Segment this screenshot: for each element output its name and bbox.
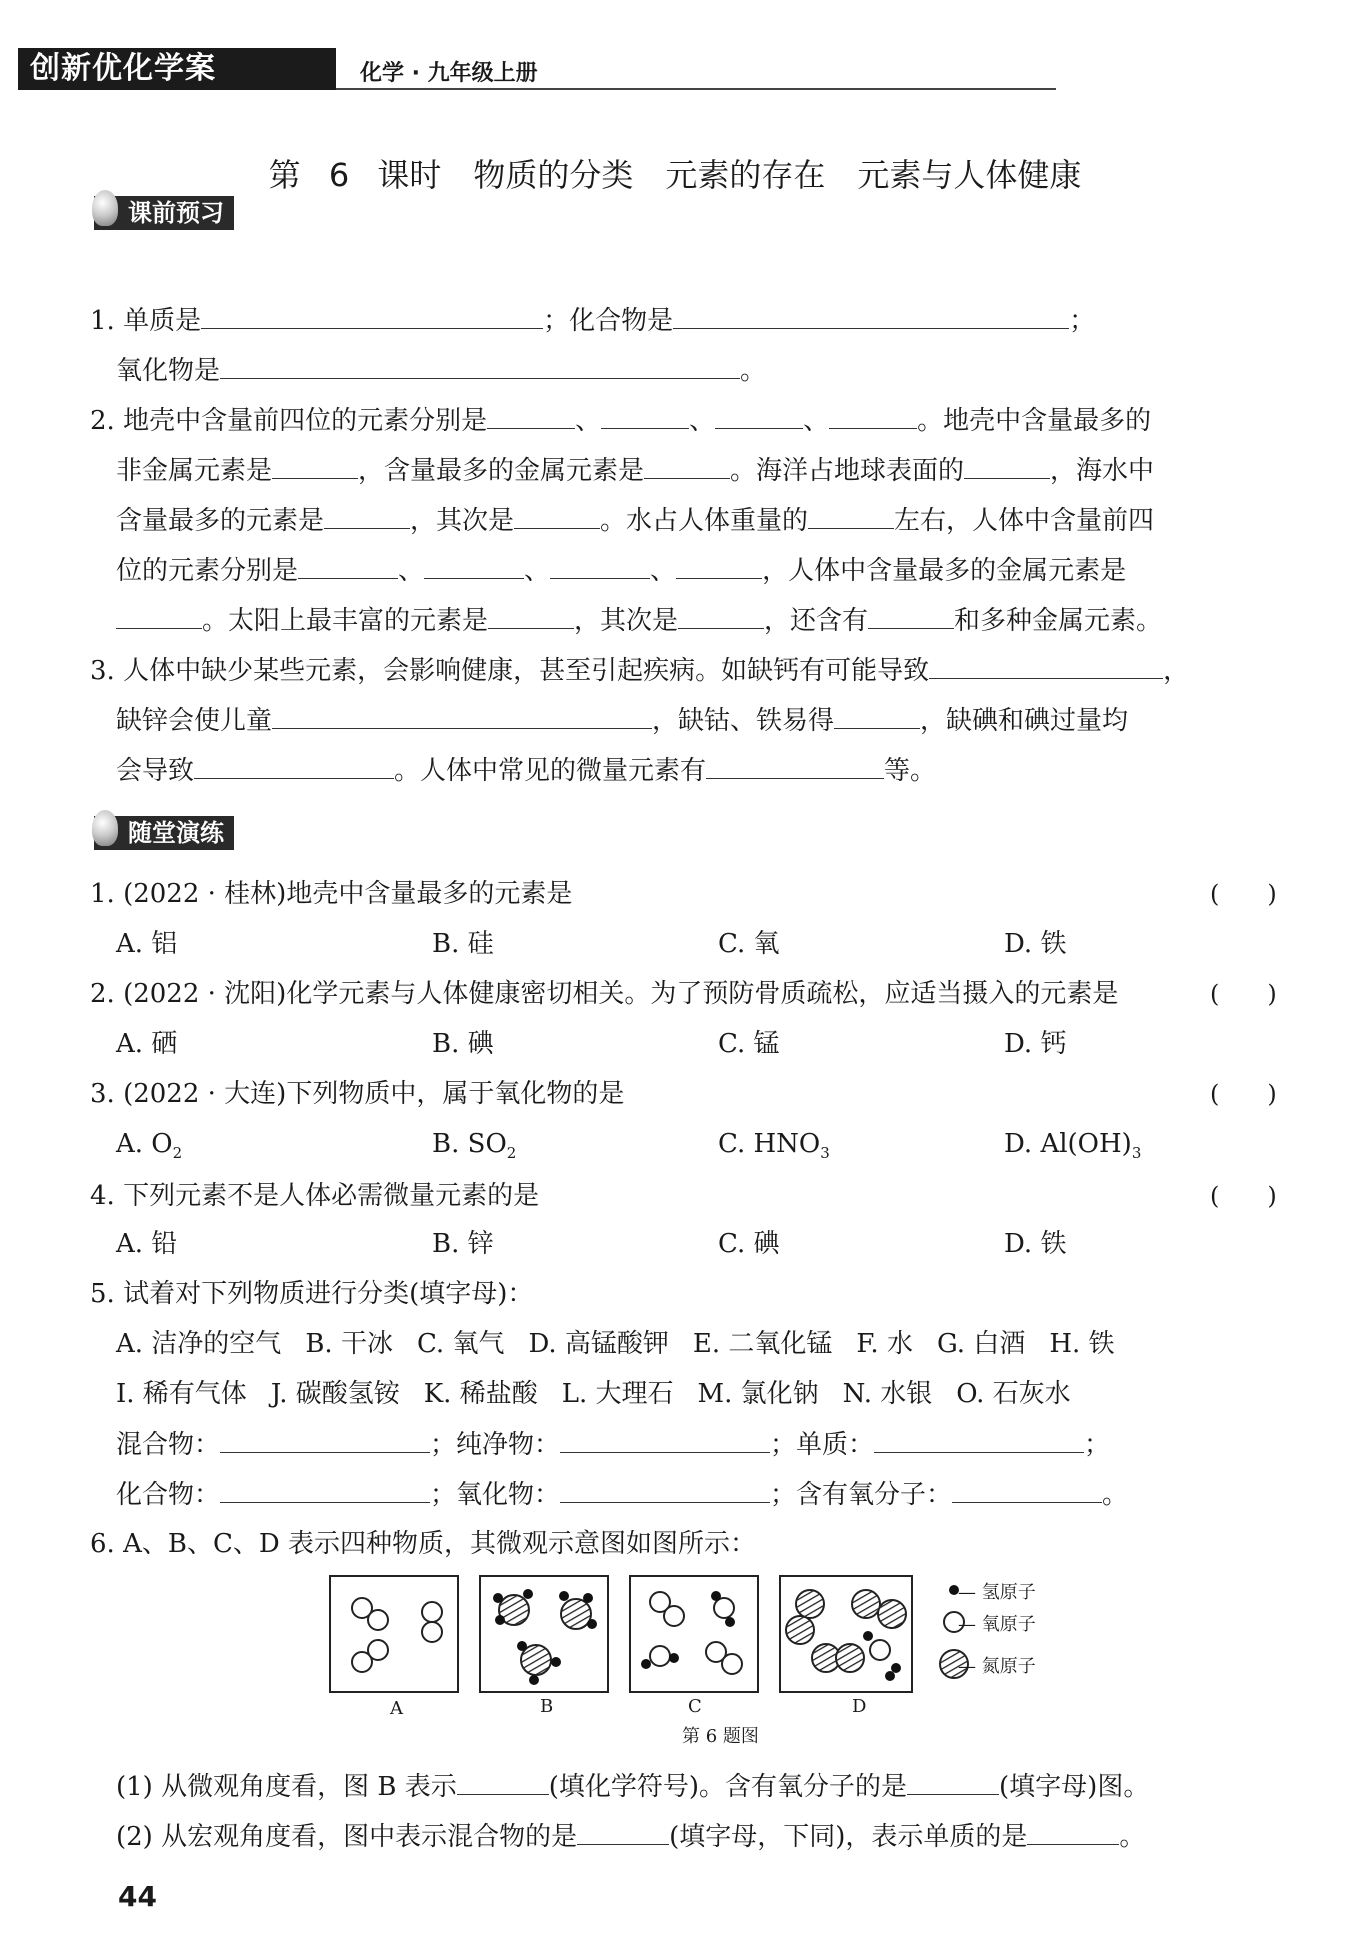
label-d: D bbox=[852, 1696, 867, 1717]
answer-blank[interactable] bbox=[560, 1426, 770, 1453]
mc-q4-stem: 4. 下列元素不是人体必需微量元素的是 bbox=[90, 1181, 540, 1211]
answer-blank[interactable] bbox=[644, 452, 730, 479]
preview-q2-line3: 含量最多的元素是 ，其次是 。水占人体重量的 左右，人体中含量前四 bbox=[116, 502, 1154, 539]
answer-paren[interactable]: ( ) bbox=[1210, 1182, 1277, 1210]
option-a[interactable]: A. 硒 bbox=[116, 1029, 178, 1059]
answer-blank[interactable] bbox=[298, 552, 398, 579]
section-tag-label: 课前预习 bbox=[128, 199, 224, 227]
section-tag-preview bbox=[94, 196, 234, 230]
answer-blank[interactable] bbox=[706, 752, 884, 779]
preview-q3-line3: 会导致 。人体中常见的微量元素有 等。 bbox=[116, 752, 936, 789]
preview-q1-line1: 1. 单质是 ；化合物是 ； bbox=[90, 302, 1095, 339]
option-b[interactable]: B. 硅 bbox=[432, 929, 494, 959]
preview-q2-line2: 非金属元素是 ，含量最多的金属元素是 。海洋占地球表面的 ，海水中 bbox=[116, 452, 1154, 489]
option-c[interactable]: C. $HNO_3$ bbox=[718, 1129, 830, 1163]
option-c[interactable]: C. 碘 bbox=[718, 1229, 780, 1259]
lightbulb-icon bbox=[92, 190, 118, 226]
answer-paren[interactable]: ( ) bbox=[1210, 880, 1277, 908]
answer-blank[interactable] bbox=[964, 452, 1050, 479]
preview-q1-line2: 氧化物是 。 bbox=[116, 352, 766, 389]
q6-sub2: (2) 从宏观角度看，图中表示混合物的是 (填字母，下同)，表示单质的是 。 bbox=[116, 1818, 1145, 1855]
mc-q3-stem: 3. (2022 · 大连)下列物质中，属于氧化物的是 bbox=[90, 1079, 625, 1109]
answer-blank[interactable] bbox=[324, 502, 410, 529]
legend-oxygen: — 氧原子 bbox=[958, 1614, 1036, 1635]
answer-blank[interactable] bbox=[487, 402, 575, 429]
option-d[interactable]: D. $Al(OH)_3$ bbox=[1004, 1129, 1142, 1163]
answer-blank[interactable] bbox=[829, 402, 917, 429]
q5-fill-row1: 混合物： ；纯净物： ；单质： ； bbox=[116, 1426, 1110, 1463]
answer-blank[interactable] bbox=[601, 402, 689, 429]
figure-caption: 第 6 题图 bbox=[682, 1726, 759, 1747]
answer-blank[interactable] bbox=[929, 652, 1163, 679]
answer-blank[interactable] bbox=[201, 302, 543, 329]
preview-q3-line1: 3. 人体中缺少某些元素，会影响健康，甚至引起疾病。如缺钙有可能导致 ， bbox=[90, 652, 1189, 689]
section-tag-label: 随堂演练 bbox=[128, 819, 224, 847]
answer-blank[interactable] bbox=[488, 602, 574, 629]
header-rule bbox=[336, 88, 1056, 90]
mc-q2-stem: 2. (2022 · 沈阳)化学元素与人体健康密切相关。为了预防骨质疏松，应适当摄入的元素是 bbox=[90, 979, 1119, 1009]
answer-blank[interactable] bbox=[678, 602, 764, 629]
answer-blank[interactable] bbox=[220, 352, 740, 379]
answer-blank[interactable] bbox=[715, 402, 803, 429]
answer-blank[interactable] bbox=[676, 552, 762, 579]
answer-blank[interactable] bbox=[874, 1426, 1084, 1453]
answer-blank[interactable] bbox=[868, 602, 954, 629]
q5-substances-row2: I. 稀有气体 J. 碳酸氢铵 K. 稀盐酸 L. 大理石 M. 氯化钠 N. 水银 O. 石灰水 bbox=[116, 1379, 1071, 1409]
option-d[interactable]: D. 铁 bbox=[1004, 929, 1067, 959]
option-c[interactable]: C. 氧 bbox=[718, 929, 780, 959]
answer-blank[interactable] bbox=[272, 702, 652, 729]
page-title: 第 6 课时 物质的分类 元素的存在 元素与人体健康 bbox=[268, 156, 1082, 194]
subject-label: 化学 · 九年级上册 bbox=[360, 61, 538, 86]
answer-blank[interactable] bbox=[514, 502, 600, 529]
preview-q2-line1: 2. 地壳中含量前四位的元素分别是 、 、 、 。地壳中含量最多的 bbox=[90, 402, 1151, 439]
option-b[interactable]: B. 碘 bbox=[432, 1029, 494, 1059]
section-tag-practice bbox=[94, 816, 234, 850]
answer-blank[interactable] bbox=[1027, 1818, 1119, 1845]
answer-blank[interactable] bbox=[457, 1768, 549, 1795]
option-c[interactable]: C. 锰 bbox=[718, 1029, 780, 1059]
option-a[interactable]: A. 铅 bbox=[116, 1229, 178, 1259]
option-a[interactable]: A. $O_2$ bbox=[116, 1129, 183, 1163]
option-d[interactable]: D. 铁 bbox=[1004, 1229, 1067, 1259]
q5-substances-row1: A. 洁净的空气 B. 干冰 C. 氧气 D. 高锰酸钾 E. 二氧化锰 F. 水 G. 白酒 H. 铁 bbox=[116, 1329, 1115, 1359]
answer-blank[interactable] bbox=[560, 1476, 770, 1503]
answer-blank[interactable] bbox=[673, 302, 1069, 329]
option-a[interactable]: A. 铝 bbox=[116, 929, 178, 959]
answer-blank[interactable] bbox=[194, 752, 394, 779]
mc-q1-stem: 1. (2022 · 桂林)地壳中含量最多的元素是 bbox=[90, 879, 573, 909]
answer-blank[interactable] bbox=[907, 1768, 999, 1795]
label-b: B bbox=[540, 1696, 554, 1717]
answer-blank[interactable] bbox=[834, 702, 920, 729]
legend-hydrogen: — 氢原子 bbox=[958, 1582, 1036, 1603]
preview-q2-line4: 位的元素分别是 、 、 、 ，人体中含量最多的金属元素是 bbox=[116, 552, 1126, 589]
q5-fill-row2: 化合物： ；氧化物： ；含有氧分子： 。 bbox=[116, 1476, 1128, 1513]
option-d[interactable]: D. 钙 bbox=[1004, 1029, 1067, 1059]
answer-blank[interactable] bbox=[577, 1818, 669, 1845]
lightbulb-icon bbox=[92, 810, 118, 846]
diagram-box-c bbox=[630, 1576, 758, 1692]
answer-blank[interactable] bbox=[808, 502, 894, 529]
label-a: A bbox=[390, 1698, 403, 1719]
page-number: 44 bbox=[118, 1880, 157, 1913]
preview-q2-line5: 。太阳上最丰富的元素是 ，其次是 ，还含有 和多种金属元素。 bbox=[116, 602, 1162, 639]
answer-blank[interactable] bbox=[272, 452, 358, 479]
preview-q3-line2: 缺锌会使儿童 ，缺钴、铁易得 ，缺碘和碘过量均 bbox=[116, 702, 1128, 739]
q5-stem: 5. 试着对下列物质进行分类(填字母)： bbox=[90, 1279, 534, 1309]
answer-blank[interactable] bbox=[116, 602, 202, 629]
legend-nitrogen: — 氮原子 bbox=[958, 1656, 1036, 1677]
answer-blank[interactable] bbox=[952, 1476, 1102, 1503]
answer-paren[interactable]: ( ) bbox=[1210, 980, 1277, 1008]
answer-blank[interactable] bbox=[424, 552, 524, 579]
brand-logo: 创新优化学案 bbox=[30, 51, 216, 86]
option-b[interactable]: B. 锌 bbox=[432, 1229, 494, 1259]
q6-stem: 6. A、B、C、D 表示四种物质，其微观示意图如图所示： bbox=[90, 1529, 756, 1559]
q6-sub1: (1) 从微观角度看，图 B 表示 (填化学符号)。含有氧分子的是 (填字母)图。 bbox=[116, 1768, 1149, 1805]
option-b[interactable]: B. $SO_2$ bbox=[432, 1129, 517, 1163]
answer-blank[interactable] bbox=[220, 1476, 430, 1503]
answer-blank[interactable] bbox=[220, 1426, 430, 1453]
answer-blank[interactable] bbox=[550, 552, 650, 579]
label-c: C bbox=[688, 1696, 702, 1717]
answer-paren[interactable]: ( ) bbox=[1210, 1080, 1277, 1108]
